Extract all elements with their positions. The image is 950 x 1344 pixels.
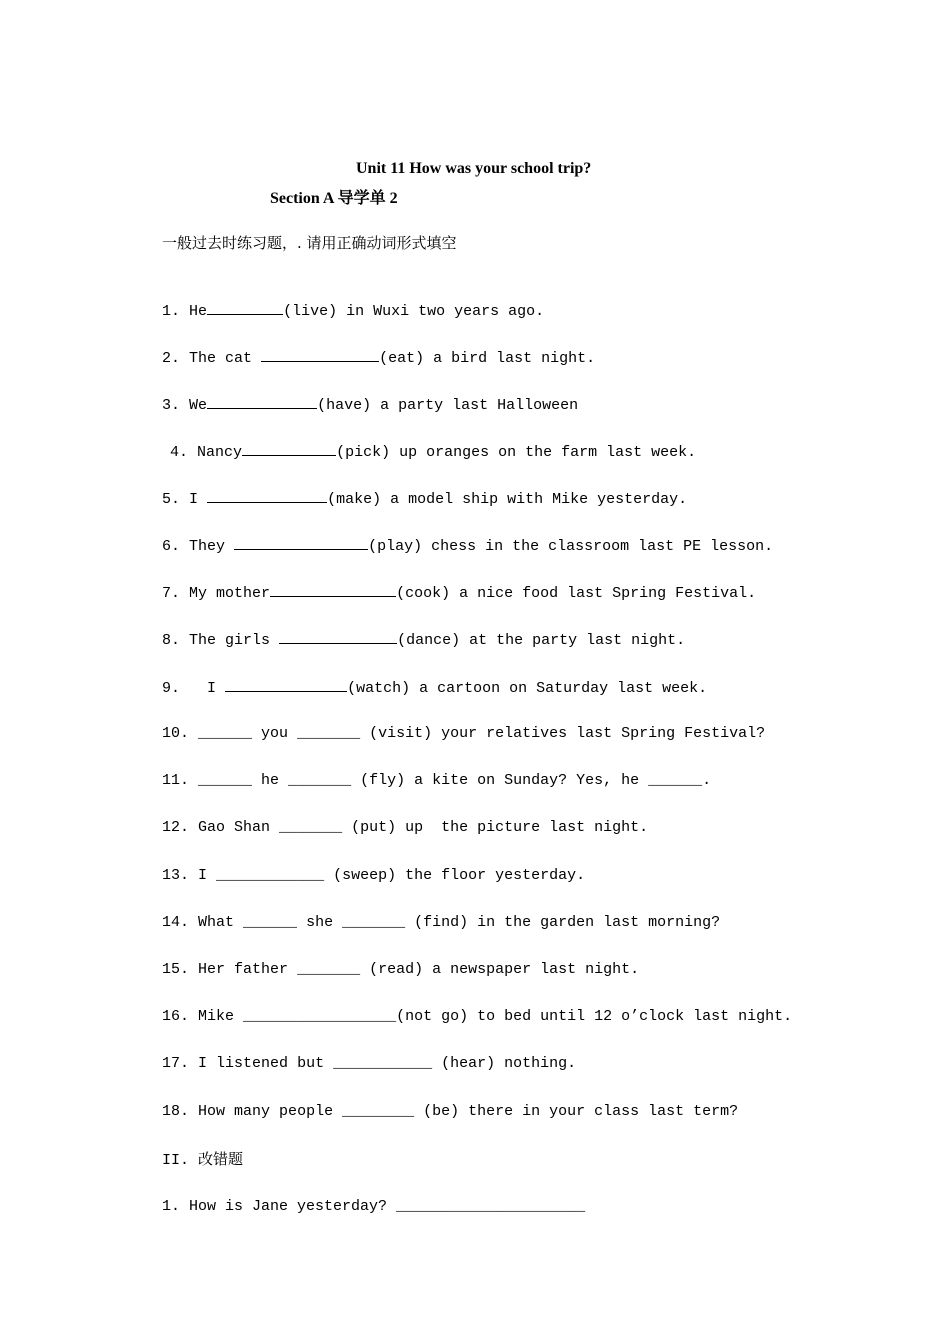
page-subtitle: Section A 导学单 2 (270, 190, 398, 207)
exercise-number: 16. (162, 1008, 190, 1025)
exercise-text-a: I (189, 491, 208, 508)
answer-blank[interactable] (207, 300, 283, 315)
exercise-text[interactable]: How many people ________ (be) there in your class last term? (198, 1103, 739, 1120)
exercise-text-a: My mother (189, 585, 271, 602)
exercise-text-a: He (189, 303, 208, 320)
answer-blank[interactable] (225, 677, 347, 692)
exercise-text-b: (play) chess in the classroom last PE lesson. (368, 538, 774, 555)
answer-blank[interactable] (207, 394, 317, 409)
exercise-8 (144, 609, 685, 651)
exercise-18 (144, 1082, 738, 1122)
exercise-text[interactable]: I listened but ___________ (hear) nothing. (198, 1055, 577, 1072)
exercise-text-a: The cat (189, 350, 262, 367)
exercise-number: 7. (162, 585, 181, 602)
exercise-3 (144, 374, 578, 416)
exercise-number: 2. (162, 350, 181, 367)
exercise-text-b: (have) a party last Halloween (317, 397, 579, 414)
exercise-1 (144, 280, 544, 322)
exercise-number: 5. (162, 491, 181, 508)
answer-blank[interactable] (261, 347, 379, 362)
exercise-number: 10. (162, 725, 190, 742)
exercise-number: 6. (162, 538, 181, 555)
exercise-9 (144, 657, 707, 699)
exercise-12 (144, 798, 648, 838)
exercise-text[interactable]: ______ he _______ (fly) a kite on Sunday? Yes, he ______. (198, 772, 712, 789)
page-title: Unit 11 How was your school trip? (356, 160, 592, 177)
exercise-13 (144, 846, 585, 886)
exercise-number: 4. (170, 444, 189, 461)
answer-blank[interactable] (234, 535, 368, 550)
exercise-number: 15. (162, 961, 190, 978)
section-title: 改错题 (198, 1150, 244, 1168)
exercise-text-b: (dance) at the party last night. (397, 632, 686, 649)
answer-blank[interactable] (279, 629, 397, 644)
exercise-text[interactable]: I ____________ (sweep) the floor yesterday. (198, 867, 586, 884)
exercise-5 (144, 468, 687, 510)
exercise-number: 8. (162, 632, 181, 649)
exercise-16 (144, 987, 792, 1027)
correction-1 (144, 1177, 585, 1217)
exercise-number: 13. (162, 867, 190, 884)
section-2-heading (144, 1129, 243, 1171)
exercise-number: 1. (162, 303, 181, 320)
exercise-number: 9. (162, 680, 181, 697)
exercise-2 (144, 327, 595, 369)
exercise-14 (144, 893, 720, 933)
exercise-7 (144, 562, 756, 604)
exercise-17 (144, 1034, 576, 1074)
exercise-text-a: They (189, 538, 235, 555)
exercise-number: 17. (162, 1055, 190, 1072)
correction-text[interactable]: 1. How is Jane yesterday? _____________________ (162, 1198, 586, 1215)
exercise-text-b: (live) in Wuxi two years ago. (283, 303, 545, 320)
exercise-11 (144, 751, 711, 791)
exercise-number: 18. (162, 1103, 190, 1120)
exercise-number: 14. (162, 914, 190, 931)
exercise-text[interactable]: What ______ she _______ (find) in the garden last morning? (198, 914, 721, 931)
exercise-text[interactable]: Her father _______ (read) a newspaper last night. (198, 961, 640, 978)
answer-blank[interactable] (207, 488, 327, 503)
answer-blank[interactable] (270, 582, 396, 597)
exercise-number: 12. (162, 819, 190, 836)
exercise-text[interactable]: Gao Shan _______ (put) up the picture last night. (198, 819, 649, 836)
exercise-number: 11. (162, 772, 190, 789)
exercise-number: 3. (162, 397, 181, 414)
exercise-text-b: (watch) a cartoon on Saturday last week. (347, 680, 708, 697)
exercise-text-a: I (189, 680, 226, 697)
exercise-4 (152, 421, 696, 463)
exercise-15 (144, 940, 639, 980)
answer-blank[interactable] (242, 441, 336, 456)
exercise-text-b: (cook) a nice food last Spring Festival. (396, 585, 757, 602)
section-number: II. (162, 1152, 190, 1169)
exercise-6 (144, 515, 773, 557)
exercise-text[interactable]: Mike _________________(not go) to bed until 12 o’clock last night. (198, 1008, 793, 1025)
instructions: 一般过去时练习题，. 请用正确动词形式填空 (162, 234, 457, 252)
exercise-text-a: We (189, 397, 208, 414)
exercise-text-a: The girls (189, 632, 280, 649)
exercise-text[interactable]: ______ you _______ (visit) your relatives last Spring Festival? (198, 725, 766, 742)
exercise-text-b: (pick) up oranges on the farm last week. (336, 444, 697, 461)
exercise-text-a: Nancy (197, 444, 243, 461)
exercise-10 (144, 704, 765, 744)
exercise-text-b: (make) a model ship with Mike yesterday. (327, 491, 688, 508)
exercise-text-b: (eat) a bird last night. (379, 350, 596, 367)
